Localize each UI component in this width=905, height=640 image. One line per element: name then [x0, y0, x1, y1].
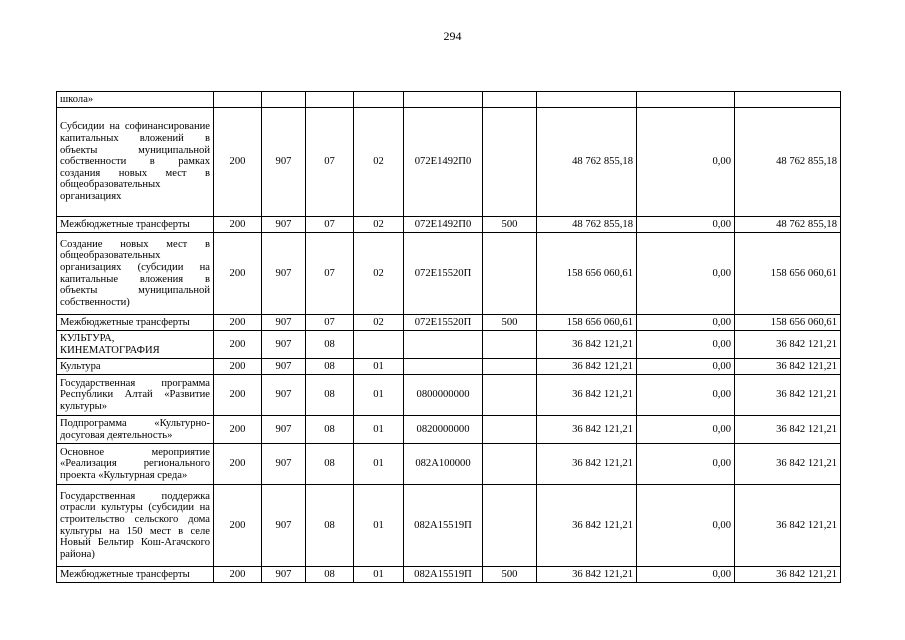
code-expense-type: 500 [483, 217, 537, 233]
code-target-article [404, 331, 483, 359]
code-admin: 200 [214, 485, 262, 567]
code-ministry: 907 [262, 375, 306, 416]
code-expense-type: 500 [483, 567, 537, 583]
table-row [57, 359, 841, 375]
amount-total [537, 92, 637, 108]
item-name: Основное мероприятие «Реализация регионального проекта «Культурная среда» [57, 444, 214, 485]
code-expense-type [483, 375, 537, 416]
code-expense-type [483, 233, 537, 315]
table-row [57, 444, 841, 485]
code-admin: 200 [214, 108, 262, 217]
code-subsection: 02 [354, 217, 404, 233]
code-admin: 200 [214, 233, 262, 315]
amount-regional: 36 842 121,21 [735, 359, 841, 375]
amount-regional: 48 762 855,18 [735, 217, 841, 233]
item-name: Культура [57, 359, 214, 375]
amount-regional: 36 842 121,21 [735, 567, 841, 583]
code-expense-type [483, 416, 537, 444]
amount-federal [637, 92, 735, 108]
code-ministry: 907 [262, 485, 306, 567]
amount-federal: 0,00 [637, 485, 735, 567]
code-expense-type [483, 108, 537, 217]
table-row [57, 331, 841, 359]
code-section: 07 [306, 233, 354, 315]
amount-regional: 36 842 121,21 [735, 416, 841, 444]
code-section [306, 92, 354, 108]
code-ministry: 907 [262, 331, 306, 359]
code-target-article: 072E1492П0 [404, 108, 483, 217]
code-target-article: 0820000000 [404, 416, 483, 444]
code-target-article: 072E15520П [404, 315, 483, 331]
code-target-article: 082A100000 [404, 444, 483, 485]
code-subsection: 01 [354, 416, 404, 444]
table-body [57, 92, 841, 583]
item-name: Создание новых мест в общеобразовательных организациях (субсидии на капитальные вложения в объекты муниципальной собственности) [57, 233, 214, 315]
code-target-article: 0800000000 [404, 375, 483, 416]
code-target-article: 082A15519П [404, 485, 483, 567]
code-expense-type [483, 444, 537, 485]
amount-total: 158 656 060,61 [537, 315, 637, 331]
code-section: 08 [306, 416, 354, 444]
amount-regional: 36 842 121,21 [735, 375, 841, 416]
item-name: Государственная программа Республики Алтай «Развитие культуры» [57, 375, 214, 416]
amount-regional: 158 656 060,61 [735, 315, 841, 331]
amount-regional: 36 842 121,21 [735, 485, 841, 567]
code-section: 08 [306, 444, 354, 485]
code-admin [214, 92, 262, 108]
amount-federal: 0,00 [637, 567, 735, 583]
item-name: КУЛЬТУРА, КИНЕМАТОГРАФИЯ [57, 331, 214, 359]
amount-total: 36 842 121,21 [537, 375, 637, 416]
code-expense-type [483, 485, 537, 567]
code-admin: 200 [214, 315, 262, 331]
table-row [57, 485, 841, 567]
item-name: Субсидии на софинансирование капитальных вложений в объекты муниципальной собственности в рамках создания новых мест в общеобразовательных организациях [57, 108, 214, 217]
code-admin: 200 [214, 375, 262, 416]
code-subsection: 01 [354, 375, 404, 416]
amount-total: 48 762 855,18 [537, 108, 637, 217]
code-subsection: 01 [354, 359, 404, 375]
code-target-article [404, 92, 483, 108]
amount-total: 36 842 121,21 [537, 331, 637, 359]
table-row [57, 375, 841, 416]
amount-total: 36 842 121,21 [537, 416, 637, 444]
table-row [57, 217, 841, 233]
amount-regional: 158 656 060,61 [735, 233, 841, 315]
code-expense-type [483, 92, 537, 108]
amount-regional: 36 842 121,21 [735, 331, 841, 359]
amount-federal: 0,00 [637, 359, 735, 375]
code-admin: 200 [214, 567, 262, 583]
item-name: Государственная поддержка отрасли культуры (субсидии на строительство сельского дома культуры на 150 мест в селе Новый Бельтир Кош-Агачского района) [57, 485, 214, 567]
item-name: Межбюджетные трансферты [57, 315, 214, 331]
code-target-article: 072E1492П0 [404, 217, 483, 233]
code-ministry: 907 [262, 108, 306, 217]
item-name: Подпрограмма «Культурно-досуговая деятельность» [57, 416, 214, 444]
amount-federal: 0,00 [637, 217, 735, 233]
code-ministry: 907 [262, 567, 306, 583]
amount-total: 36 842 121,21 [537, 567, 637, 583]
amount-federal: 0,00 [637, 315, 735, 331]
table-row [57, 92, 841, 108]
code-subsection: 01 [354, 444, 404, 485]
item-name: Межбюджетные трансферты [57, 567, 214, 583]
amount-federal: 0,00 [637, 108, 735, 217]
code-target-article [404, 359, 483, 375]
amount-total: 36 842 121,21 [537, 359, 637, 375]
code-subsection [354, 92, 404, 108]
code-admin: 200 [214, 416, 262, 444]
amount-federal: 0,00 [637, 331, 735, 359]
code-section: 08 [306, 359, 354, 375]
page-number: 294 [443, 29, 462, 43]
code-expense-type [483, 359, 537, 375]
code-subsection: 02 [354, 233, 404, 315]
amount-total: 158 656 060,61 [537, 233, 637, 315]
code-admin: 200 [214, 359, 262, 375]
code-subsection [354, 331, 404, 359]
amount-federal: 0,00 [637, 416, 735, 444]
amount-regional [735, 92, 841, 108]
code-subsection: 02 [354, 108, 404, 217]
code-ministry: 907 [262, 359, 306, 375]
code-target-article: 072E15520П [404, 233, 483, 315]
code-ministry: 907 [262, 416, 306, 444]
code-section: 08 [306, 331, 354, 359]
code-admin: 200 [214, 444, 262, 485]
code-subsection: 01 [354, 567, 404, 583]
table-row [57, 233, 841, 315]
budget-table [56, 91, 841, 583]
code-admin: 200 [214, 331, 262, 359]
code-target-article: 082A15519П [404, 567, 483, 583]
code-ministry: 907 [262, 444, 306, 485]
code-expense-type [483, 331, 537, 359]
table-row [57, 315, 841, 331]
amount-total: 36 842 121,21 [537, 485, 637, 567]
code-ministry: 907 [262, 233, 306, 315]
amount-federal: 0,00 [637, 444, 735, 485]
table-row [57, 108, 841, 217]
code-section: 08 [306, 375, 354, 416]
amount-total: 36 842 121,21 [537, 444, 637, 485]
amount-regional: 36 842 121,21 [735, 444, 841, 485]
code-section: 07 [306, 108, 354, 217]
table-row [57, 416, 841, 444]
code-section: 07 [306, 315, 354, 331]
amount-federal: 0,00 [637, 233, 735, 315]
code-section: 08 [306, 485, 354, 567]
item-name: Межбюджетные трансферты [57, 217, 214, 233]
amount-regional: 48 762 855,18 [735, 108, 841, 217]
code-section: 07 [306, 217, 354, 233]
code-subsection: 01 [354, 485, 404, 567]
amount-total: 48 762 855,18 [537, 217, 637, 233]
code-ministry: 907 [262, 217, 306, 233]
table-row [57, 567, 841, 583]
code-ministry [262, 92, 306, 108]
code-section: 08 [306, 567, 354, 583]
item-name: школа» [57, 92, 214, 108]
code-admin: 200 [214, 217, 262, 233]
amount-federal: 0,00 [637, 375, 735, 416]
code-subsection: 02 [354, 315, 404, 331]
code-expense-type: 500 [483, 315, 537, 331]
code-ministry: 907 [262, 315, 306, 331]
